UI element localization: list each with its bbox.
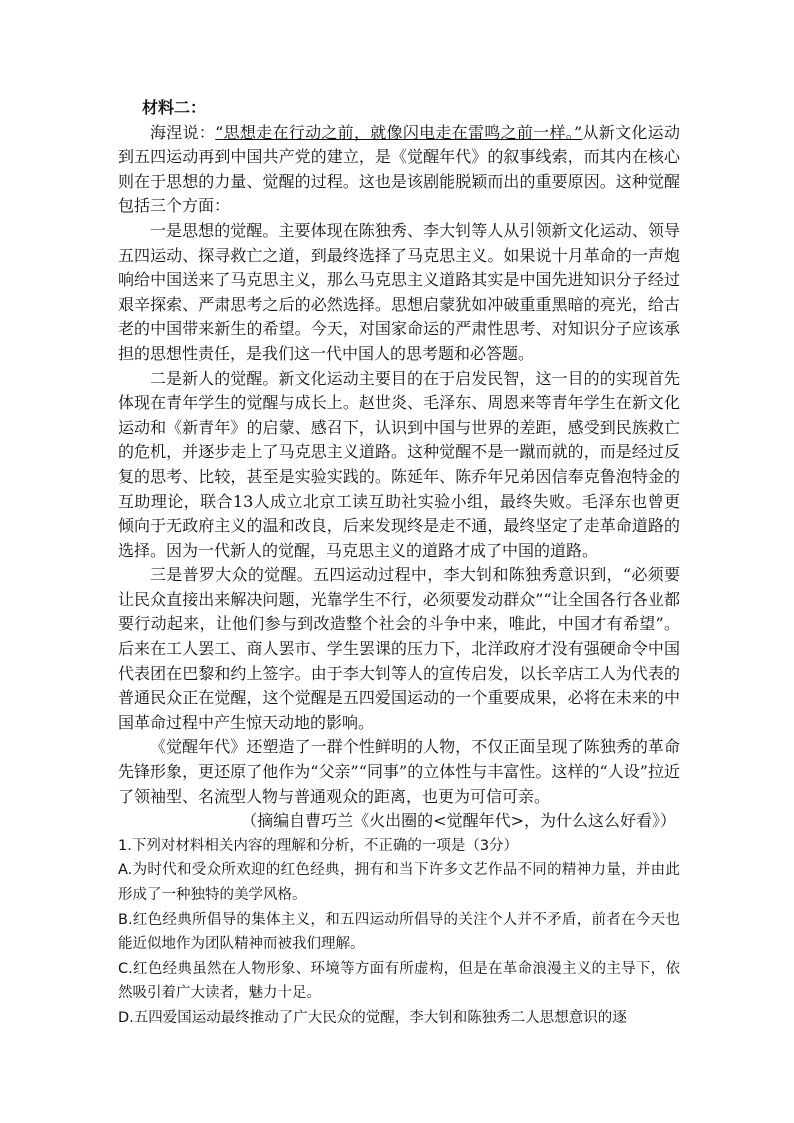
question-stem: 1.下列对材料相关内容的理解和分析，不正确的一项是（3分） bbox=[118, 837, 519, 854]
paragraph-masses-awakening: 三是普罗大众的觉醒。五四运动过程中，李大钊和陈独秀意识到，“必须要让民众直接出来解决问题，光靠学生不行，必须要发动群众”“让全国各行各业都要行动起来，让他们参与到改造整个社会的斗争中来，唯此，中国才有希望”。后来在工人罢工、商人罢市、学生罢课的压力下，北洋政府才没有强硬命令中国代表团在巴黎和约上签字。由于李大钊等人的宣传启发，以长辛店工人为代表的普通民众正在觉醒，这个觉醒是五四爱国运动的一个重要成果，必将在未来的中国革命过程中产生惊天动地的影响。 bbox=[118, 565, 680, 732]
intro-lead: 海涅说： bbox=[150, 122, 216, 142]
heine-quote: “思想走在行动之前，就像闪电走在雷鸣之前一样。” bbox=[215, 122, 583, 142]
source-citation: （摘编自曹巧兰《火出圈的<觉醒年代>，为什么这么好看》） bbox=[241, 811, 676, 831]
paragraph-thought-awakening: 一是思想的觉醒。主要体现在陈独秀、李大钊等人从引领新文化运动、领导五四运动、探寻救亡之道，到最终选择了马克思主义。如果说十月革命的一声炮响给中国送来了马克思主义，那么马克思主义道路其实是中国先进知识分子经过艰辛探索、严肃思考之后的必然选择。思想启蒙犹如冲破重重黑暗的亮光，给古老的中国带来新生的希望。今天，对国家命运的严肃性思考、对知识分子应该承担的思想性责任，是我们这一代中国人的思考题和必答题。 bbox=[118, 220, 680, 363]
intro-rest: 从新文化运动到五四运动再到中国共产党的建立，是《觉醒年代》的叙事线索，而其内在核心则在于思想的力量、觉醒的过程。这也是该剧能脱颖而出的重要原因。这种觉醒包括三个方面： bbox=[118, 122, 680, 216]
document-page bbox=[118, 96, 680, 1031]
paragraph-intro bbox=[118, 121, 680, 219]
option-b: B.红色经典所倡导的集体主义，和五四运动所倡导的关注个人并不矛盾，前者在今天也能近似地作为团队精神而被我们理解。 bbox=[118, 911, 680, 953]
option-a: A.为时代和受众所欢迎的红色经典，拥有和当下许多文艺作品不同的精神力量，并由此形成了一种独特的美学风格。 bbox=[118, 862, 680, 903]
paragraph-characters: 《觉醒年代》还塑造了一群个性鲜明的人物，不仅正面呈现了陈独秀的革命先锋形象，更还原了他作为“父亲”“同事”的立体性与丰富性。这样的“人设”拉近了领袖型、名流型人物与普通观众的距离，也更为可信可亲。 bbox=[118, 737, 680, 806]
section-heading: 材料二： bbox=[142, 98, 207, 117]
option-c: C.红色经典虽然在人物形象、环境等方面有所虚构，但是在革命浪漫主义的主导下，依然吸引着广大读者，魅力十足。 bbox=[118, 960, 680, 1002]
option-d: D.五四爱国运动最终推动了广大民众的觉醒，李大钊和陈独秀二人思想意识的逐 bbox=[118, 1009, 627, 1026]
paragraph-new-people-awakening: 二是新人的觉醒。新文化运动主要目的在于启发民智，这一目的的实现首先体现在青年学生的觉醒与成长上。赵世炎、毛泽东、周恩来等青年学生在新文化运动和《新青年》的启蒙、感召下，认识到中国与世界的差距，感受到民族救亡的危机，并逐步走上了马克思主义道路。这种觉醒不是一蹴而就的，而是经过反复的思考、比较，甚至是实验实践的。陈延年、陈乔年兄弟因信奉克鲁泡特金的互助理论，联合13人成立北京工读互助社实验小组，最终失败。毛泽东也曾更倾向于无政府主义的温和改良，后来发现终是走不通，最终坚定了走革命道路的选择。因为一代新人的觉醒，马克思主义的道路才成了中国的道路。 bbox=[118, 368, 680, 560]
